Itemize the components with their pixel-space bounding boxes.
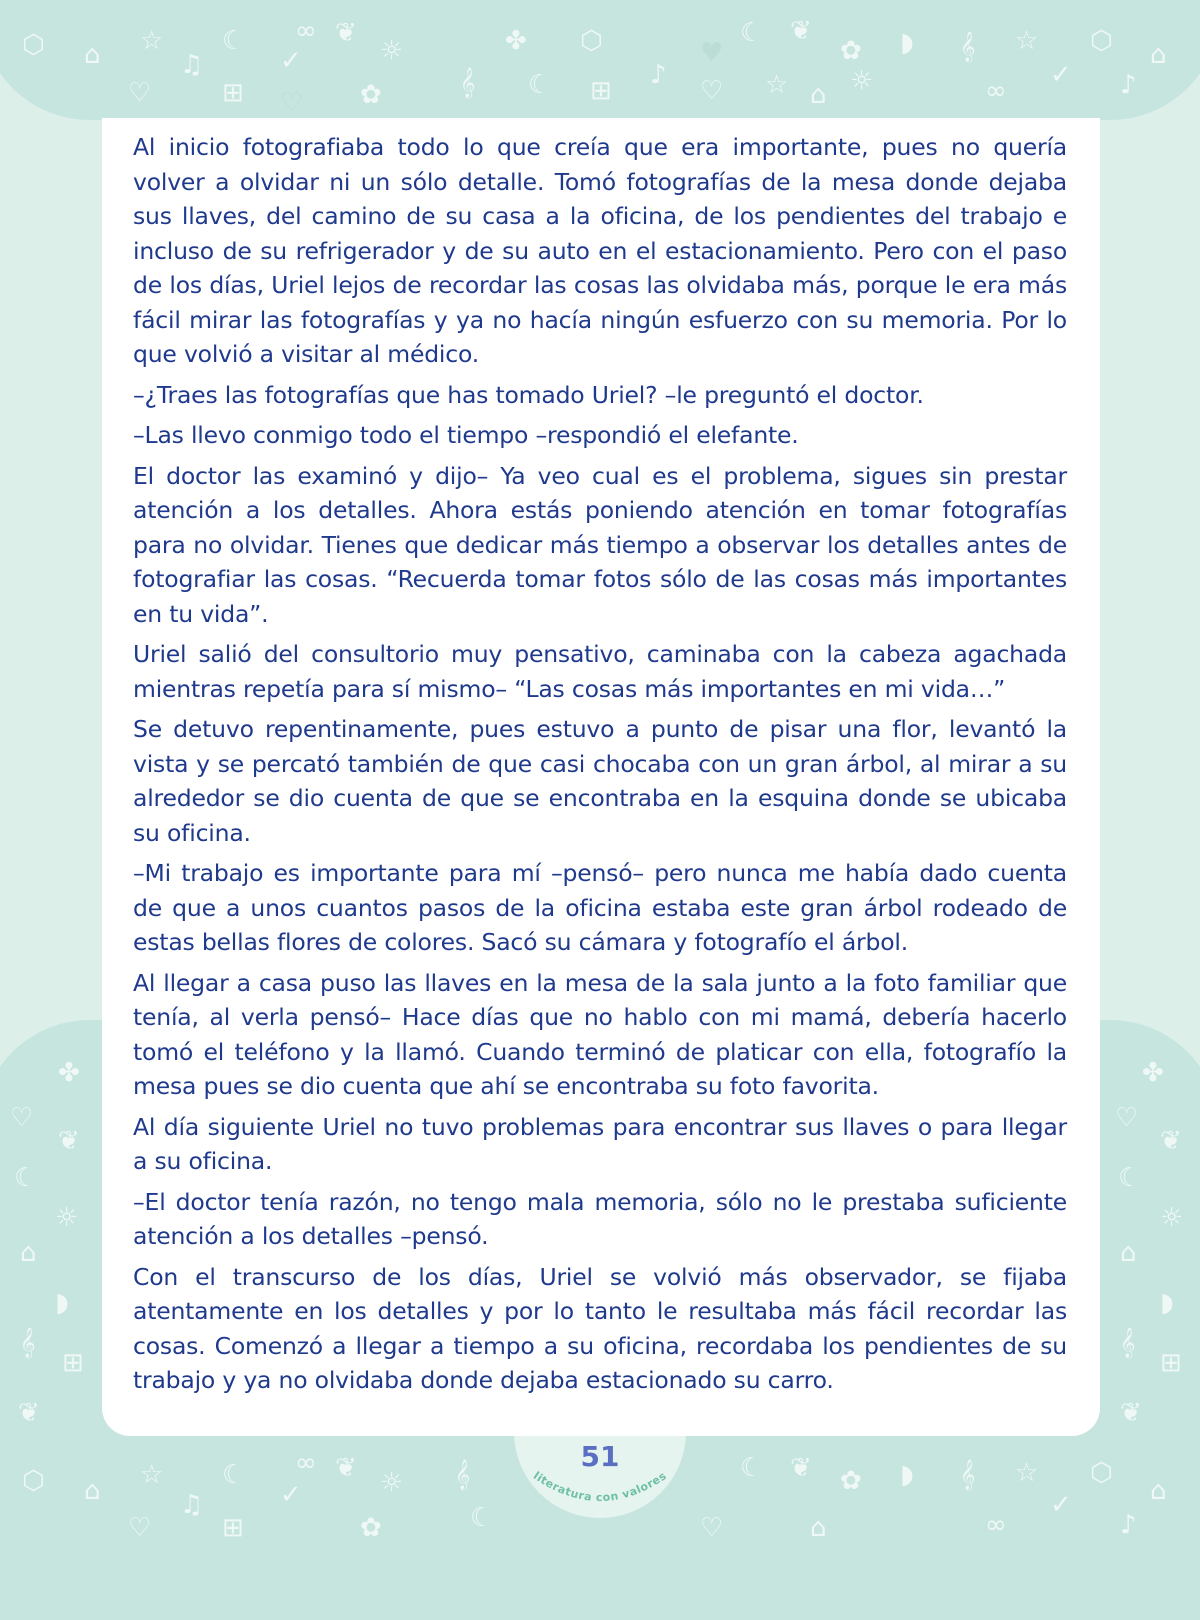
music-note-doodle-icon: ♪ — [1120, 1510, 1137, 1540]
cube-doodle-icon: ⬡ — [1090, 26, 1113, 56]
sprout-doodle-icon: ❦ — [1120, 1398, 1142, 1428]
window-doodle-icon: ⊞ — [590, 76, 612, 106]
page-number: 51 — [580, 1440, 620, 1473]
series-label-text: literatura con valores — [530, 1469, 669, 1505]
story-paragraph: Con el transcurso de los días, Uriel se volvió más observador, se fijaba atentamente en los detalles y por lo tanto le resultaba más fácil recordar las cosas. Comenzó a llegar a tiempo a su oficina, recordaba los pendientes de su trabajo y ya no olvidaba donde dejaba estacionado su carro. — [133, 1262, 1067, 1394]
star-doodle-icon: ☆ — [140, 26, 164, 56]
window-doodle-icon: ⊞ — [62, 1348, 84, 1378]
heart-doodle-icon: ♡ — [1115, 1103, 1139, 1133]
sprout-doodle-icon: ❦ — [18, 1398, 40, 1428]
series-label — [522, 1470, 678, 1516]
glasses-doodle-icon: ∞ — [985, 1510, 1007, 1540]
treble-clef-doodle-icon: 𝄞 — [960, 32, 976, 62]
story-text — [133, 130, 1067, 1404]
window-doodle-icon: ⊞ — [222, 78, 244, 108]
house-doodle-icon: ⌂ — [1120, 1238, 1137, 1268]
moon-doodle-icon: ☾ — [222, 26, 246, 56]
story-paragraph: Se detuvo repentinamente, pues estuvo a punto de pisar una flor, levantó la vista y se percató también de que casi chocaba con un gran árbol, al mirar a su alrededor se dio cuenta de que se encontraba en la esquina donde se ubicaba su oficina. — [133, 715, 1067, 847]
moon-doodle-icon: ☾ — [528, 70, 552, 100]
sprout-doodle-icon: ❦ — [58, 1126, 80, 1156]
moon-doodle-icon: ☾ — [14, 1163, 38, 1193]
treble-clef-doodle-icon: 𝄞 — [1120, 1328, 1136, 1358]
star-doodle-icon: ☆ — [765, 70, 789, 100]
series-label-text — [531, 1469, 669, 1504]
flower-doodle-icon: ✿ — [360, 1513, 382, 1543]
fish-doodle-icon: ◗ — [55, 1288, 69, 1318]
sun-doodle-icon: ☼ — [380, 1468, 404, 1498]
music-note-doodle-icon: ♪ — [650, 60, 667, 90]
house-doodle-icon: ⌂ — [84, 40, 101, 70]
heart-doodle-icon: ♡ — [280, 88, 304, 118]
story-paragraph: Al inicio fotografiaba todo lo que creía que era importante, pues no quería volver a olvidar ni un sólo detalle. Tomó fotografías de la mesa donde dejaba sus llaves, del camino de su casa a la oficina, de los pendientes del trabajo e incluso de su refrigerador y de su auto en el estacionamiento. Pero con el paso de los días, Uriel lejos de recordar las cosas las olvidaba más, porque le era más fácil mirar las fotografías y ya no hacía ningún esfuerzo con su memoria. Por lo que volvió a visitar al médico. — [133, 133, 1067, 368]
heart-doodle-icon: ♡ — [128, 78, 152, 108]
music-note-doodle-icon: ♪ — [1120, 70, 1137, 100]
story-paragraph: –Las llevo conmigo todo el tiempo –respondió el elefante. — [133, 421, 799, 449]
treble-clef-doodle-icon: 𝄞 — [460, 68, 476, 98]
clover-doodle-icon: ✤ — [505, 26, 527, 56]
story-paragraph: Al día siguiente Uriel no tuvo problemas para encontrar sus llaves o para llegar a su oficina. — [133, 1112, 1067, 1175]
cube-doodle-icon: ⬡ — [22, 30, 45, 60]
music-note-doodle-icon: ♫ — [180, 1490, 204, 1520]
music-note-doodle-icon: ♫ — [180, 50, 204, 80]
moon-doodle-icon: ☾ — [740, 1453, 764, 1483]
story-paragraph: Al llegar a casa puso las llaves en la mesa de la sala junto a la foto familiar que tenía, al verla pensó– Hace días que no hablo con mi mamá, debería hacerlo tomó el teléfono y la llamó. Cuando terminó de platicar con ella, fotografío la mesa pues se dio cuenta que ahí se encontraba su foto favorita. — [133, 968, 1067, 1100]
moon-doodle-icon: ☾ — [1118, 1163, 1142, 1193]
clover-doodle-icon: ✤ — [58, 1058, 80, 1088]
flower-doodle-icon: ✿ — [840, 1466, 862, 1496]
story-paragraph: –Mi trabajo es importante para mí –pensó– pero nunca me había dado cuenta de que a unos cuantos pasos de la oficina estaba este gran árbol rodeado de estas bellas flores de colores. Sacó su cámara y fotografío el árbol. — [133, 859, 1067, 956]
house-doodle-icon: ⌂ — [1150, 1476, 1167, 1506]
house-doodle-icon: ⌂ — [810, 1513, 827, 1543]
heart-doodle-icon: ♡ — [10, 1103, 34, 1133]
heart-doodle-icon: ♡ — [128, 1513, 152, 1543]
star-doodle-icon: ☆ — [140, 1460, 164, 1490]
story-paragraph: Uriel salió del consultorio muy pensativo, caminaba con la cabeza agachada mientras repetía para sí mismo– “Las cosas más importantes en mi vida…” — [133, 640, 1067, 703]
sprout-doodle-icon: ❦ — [1160, 1126, 1182, 1156]
story-paragraph: El doctor las examinó y dijo– Ya veo cual es el problema, sigues sin prestar atención a los detalles. Ahora estás poniendo atención en tomar fotografías para no olvidar. Tienes que dedicar más tiempo a observar los detalles antes de fotografiar las cosas. “Recuerda tomar fotos sólo de las cosas más importantes en tu vida”. — [133, 461, 1067, 628]
check-doodle-icon: ✓ — [280, 46, 302, 76]
star-doodle-icon: ☆ — [1015, 1458, 1039, 1488]
sprout-doodle-icon: ❦ — [790, 16, 812, 46]
heart-doodle-icon: ♥ — [700, 38, 724, 68]
sprout-doodle-icon: ❦ — [790, 1453, 812, 1483]
treble-clef-doodle-icon: 𝄞 — [455, 1460, 471, 1490]
sun-doodle-icon: ☼ — [1160, 1203, 1184, 1233]
moon-doodle-icon: ☾ — [222, 1460, 246, 1490]
cube-doodle-icon: ⬡ — [22, 1466, 45, 1496]
flower-doodle-icon: ✿ — [360, 80, 382, 110]
sun-doodle-icon: ☼ — [55, 1203, 79, 1233]
house-doodle-icon: ⌂ — [810, 80, 827, 110]
window-doodle-icon: ⊞ — [1160, 1348, 1182, 1378]
check-doodle-icon: ✓ — [1050, 1490, 1072, 1520]
check-doodle-icon: ✓ — [280, 1480, 302, 1510]
top-decorative-band — [0, 0, 1200, 120]
house-doodle-icon: ⌂ — [20, 1238, 37, 1268]
sprout-doodle-icon: ❦ — [335, 18, 357, 48]
glasses-doodle-icon: ∞ — [985, 76, 1007, 106]
glasses-doodle-icon: ∞ — [295, 16, 317, 46]
window-doodle-icon: ⊞ — [222, 1513, 244, 1543]
house-doodle-icon: ⌂ — [84, 1476, 101, 1506]
check-doodle-icon: ✓ — [1050, 60, 1072, 90]
glasses-doodle-icon: ∞ — [295, 1448, 317, 1478]
cube-doodle-icon: ⬡ — [580, 26, 603, 56]
sprout-doodle-icon: ❦ — [335, 1453, 357, 1483]
heart-doodle-icon: ♡ — [700, 1513, 724, 1543]
fish-doodle-icon: ◗ — [1160, 1288, 1174, 1318]
sun-doodle-icon: ☼ — [380, 36, 404, 66]
story-paragraph: –¿Traes las fotografías que has tomado Uriel? –le preguntó el doctor. — [133, 380, 924, 409]
moon-doodle-icon: ☾ — [470, 1503, 494, 1533]
moon-doodle-icon: ☾ — [740, 18, 764, 48]
clover-doodle-icon: ✤ — [1142, 1058, 1164, 1088]
heart-doodle-icon: ♡ — [700, 76, 724, 106]
fish-doodle-icon: ◗ — [900, 28, 914, 58]
cube-doodle-icon: ⬡ — [1090, 1458, 1113, 1488]
treble-clef-doodle-icon: 𝄞 — [960, 1460, 976, 1490]
house-doodle-icon: ⌂ — [1150, 40, 1167, 70]
treble-clef-doodle-icon: 𝄞 — [20, 1328, 36, 1358]
flower-doodle-icon: ✿ — [840, 36, 862, 66]
star-doodle-icon: ☆ — [1015, 26, 1039, 56]
sun-doodle-icon: ☼ — [850, 66, 874, 96]
fish-doodle-icon: ◗ — [900, 1460, 914, 1490]
story-paragraph: –El doctor tenía razón, no tengo mala memoria, sólo no le prestaba suficiente atención a los detalles –pensó. — [133, 1187, 1067, 1250]
